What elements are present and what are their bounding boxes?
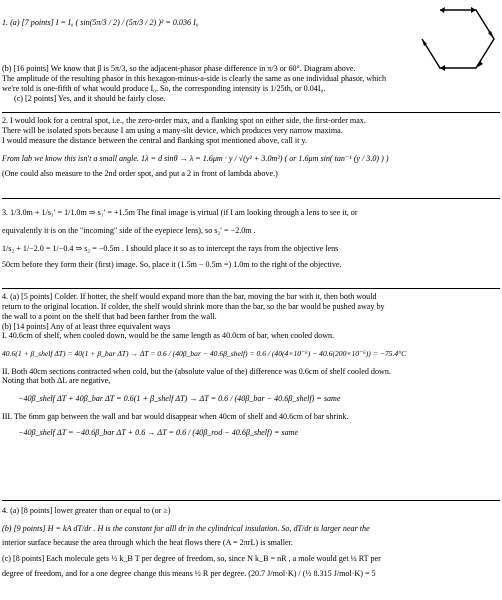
- q4b-line5: degree of freedom, and for a one degree change this means ½ R per degree. (20.7 J/mol·K) / (½ 8.315 J/mol·K) = 5: [2, 569, 376, 579]
- q4a-line8: Noting that both ΔL are negative,: [2, 376, 111, 386]
- q2-line4-equation: From lab we know this isn't a small angle. 1λ = d sinθ → λ = 1.6μm · y / √(y² + 3.0m²) ( or 1.6μm sin( tan⁻¹ (y / 3.0) ) ): [2, 153, 389, 163]
- q4-heat-answer: [2, 506, 500, 579]
- q2-answer: [2, 116, 500, 179]
- q1-b-line2: The amplitude of the resulting phasor in this hexagon-minus-a-side is clearly the same as one individual phasor, which: [2, 73, 387, 83]
- q2-line2: There will be isolated spots because I am using a many-slit device, which produces very narrow maxima.: [2, 125, 343, 135]
- q4a-method3-equation: −40β_shelf ΔT = −40.6β_bar ΔT + 0.6 → ΔT = 0.6 / (40β_rod − 40.6β_shelf) = same: [18, 427, 299, 437]
- divider: [2, 198, 500, 199]
- q2-line3: I would measure the distance between the central and flanking spot mentioned above, call it y.: [2, 135, 307, 145]
- q3-answer: [2, 208, 500, 269]
- q4a-line3: the wall to a point on the shelf that had been farther from the wall.: [2, 311, 217, 321]
- q4a-method1-equation: 40.6(1 + β_shelf ΔT) = 40(1 + β_bar ΔT) → ΔT = 0.6 / (40β_bar − 40.6β_shelf) = 0.6 / (40(4×10⁻⁶) − 40.6(200×10⁻⁶)) = −75.4°C: [2, 349, 407, 359]
- q4b-line3: interior surface because the area through which the heat flows there (A = 2πrL) is smaller.: [2, 537, 293, 547]
- q4a-line10: III. The 6mm gap between the wall and bar would disappear when 40cm of shelf and 40.6cm of bar shrink.: [2, 412, 349, 422]
- divider: [2, 500, 500, 501]
- divider: [2, 288, 500, 289]
- q2-line1: 2. I would look for a central spot, i.e., the zero-order max, and a flanking spot on either side, the first-order max.: [2, 116, 366, 125]
- q1-b-line3: we're told is one-fifth of what would produce I₀. So, the corresponding intensity is 1/25th, or 0.04I₀.: [2, 83, 326, 93]
- q4b-line2: (b) [9 points] H = kA dT/dr . H is the constant for alll dr in the cylindrical insulation. So, dT/dr is larger near the: [2, 523, 370, 533]
- q1-part-a: [2, 18, 500, 28]
- q4a-line7: II. Both 40cm sections contracted when cold, but the (absolute value of the) difference was 0.6cm of shelf cooled down.: [2, 366, 391, 376]
- q1-c-line: (c) [2 points] Yes, and it should be fairly close.: [14, 93, 166, 103]
- q4a-method2-equation: −40β_shelf ΔT + 40β_bar ΔT = 0.6(1 + β_shelf ΔT) → ΔT = 0.6 / (40β_bar − 40.6β_shelf) = same: [18, 394, 341, 404]
- q3-line2: equivalently it is on the "incoming" side of the eyepiece lens), so s₂′ = −2.0m .: [2, 225, 256, 235]
- q3-line3: 1/s₂ + 1/−2.0 = 1/−0.4 ⇒ s₂ = −0.5m . I should place it so as to intercept the rays from the objective lens: [2, 243, 339, 253]
- q1-b-line1: (b) [16 points] We know that β is 5π/3, so the adjacent-phasor phase difference in π/3 or 60°. Diagram above.: [2, 64, 356, 73]
- q4a-line5: I. 40.6cm of shelf, when cooled down, would be the same length as 40.0cm of bar, when cooled down.: [2, 331, 335, 341]
- q1-a-equation: 1. (a) [7 points] I = I₀ ( sin(5π/3 / 2) / (5π/3 / 2) )² = 0.036 I₀: [2, 18, 199, 27]
- q4b-line4: (c) [8 points] Each molecule gets ½ k_B T per degree of freedom, so, since N k_B = nR , a mole would get ½ RT per: [2, 553, 381, 563]
- q2-line5: (One could also measure to the 2nd order spot, and put a 2 in front of lambda above.): [2, 169, 278, 179]
- q4-thermal-answer: [2, 292, 500, 438]
- divider: [2, 112, 500, 113]
- q4b-line1: 4. (a) [8 points] lower greater than or equal to (or ≥): [2, 506, 171, 515]
- q4a-line4: (b) [14 points] Any of at least three equivalent ways: [2, 321, 171, 331]
- q3-line1: 3. 1/3.0m + 1/s₁′ = 1/1.0m ⇒ s₁′ = +1.5m The final image is virtual (if I am looking through a lens to see it, or: [2, 208, 358, 217]
- q1-part-b: [2, 64, 500, 103]
- q4a-line2: return to the original location. If colder, the shelf would shrink more than the bar, so the bar would be pushed away by: [2, 301, 385, 311]
- q4a-line1: 4. (a) [5 points] Colder. If hotter, the shelf would expand more than the bar, moving the bar with it, then both would: [2, 292, 377, 301]
- q3-line4: 50cm before they form their (first) image. So, place it (1.5m − 0.5m =) 1.0m to the right of the objective.: [2, 259, 342, 269]
